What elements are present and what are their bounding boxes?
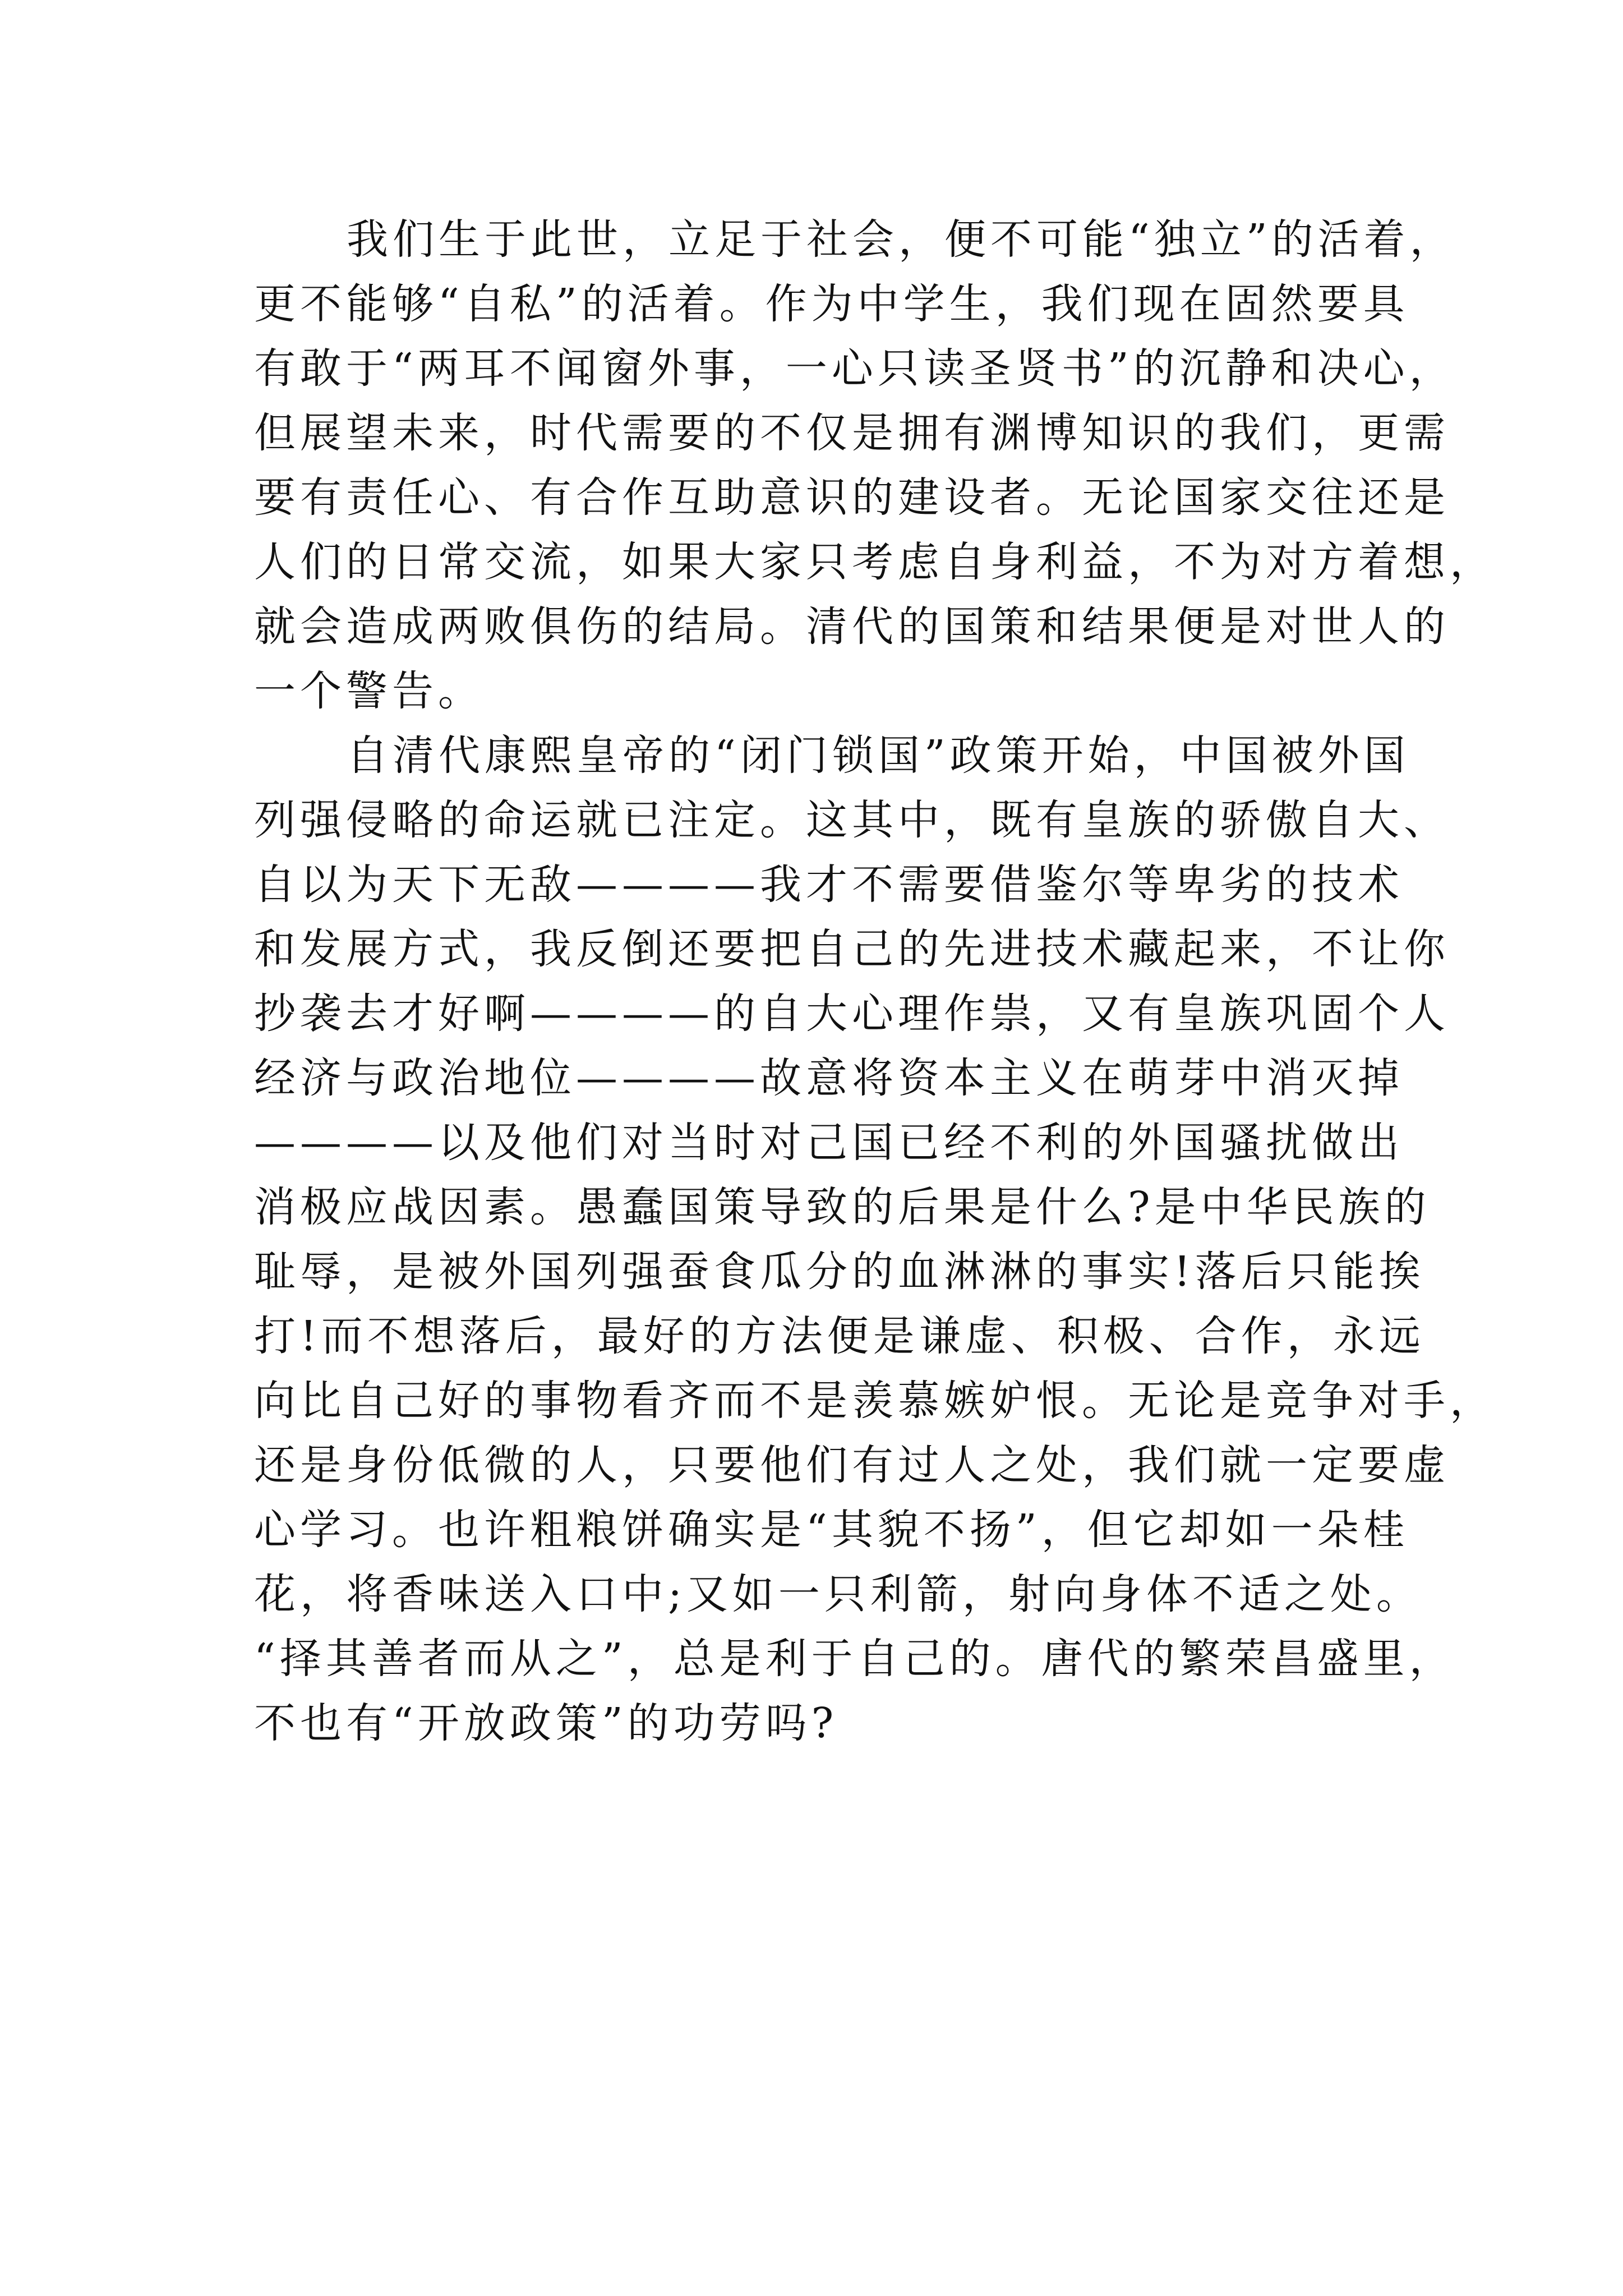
text-line: 自以为天下无敌————我才不需要借鉴尔等卑劣的技术 [254, 861, 1404, 909]
text-line: 自清代康熙皇帝的“闭门锁国”政策开始，中国被外国 [347, 731, 1410, 780]
text-line: 花，将香味送入口中;又如一只利箭，射向身体不适之处。 [254, 1570, 1422, 1618]
paragraph-1 [254, 208, 1496, 724]
text-line: 就会造成两败俱伤的结局。清代的国策和结果便是对世人的 [254, 602, 1450, 651]
text-line: 打!而不想落后，最好的方法便是谦虚、积极、合作，永远 [254, 1312, 1425, 1360]
text-line: 抄袭去才好啊————的自大心理作祟，又有皇族巩固个人 [254, 990, 1450, 1038]
text-line: 更不能够“自私”的活着。作为中学生，我们现在固然要具 [254, 280, 1409, 328]
text-line: 耻辱，是被外国列强蚕食瓜分的血淋淋的事实!落后只能挨 [254, 1248, 1425, 1296]
text-line: 要有责任心、有合作互助意识的建设者。无论国家交往还是 [254, 473, 1450, 522]
text-line: 和发展方式，我反倒还要把自己的先进技术藏起来，不让你 [254, 925, 1450, 973]
text-line: 还是身份低微的人，只要他们有过人之处，我们就一定要虚 [254, 1441, 1450, 1489]
text-line: 消极应战因素。愚蠢国策导致的后果是什么?是中华民族的 [254, 1183, 1431, 1231]
text-line: 不也有“开放政策”的功劳吗? [254, 1699, 838, 1747]
text-line: 有敢于“两耳不闻窗外事，一心只读圣贤书”的沉静和决心， [254, 344, 1455, 393]
text-line: 一个警告。 [254, 667, 484, 715]
document-body [254, 208, 1496, 1756]
text-line: 心学习。也许粗粮饼确实是“其貌不扬”，但它却如一朵桂 [254, 1506, 1409, 1554]
text-line: 但展望未来，时代需要的不仅是拥有渊博知识的我们，更需 [254, 409, 1450, 457]
text-line: 经济与政治地位————故意将资本主义在萌芽中消灭掉 [254, 1054, 1404, 1102]
text-line: “择其善者而从之”，总是利于自己的。唐代的繁荣昌盛里， [254, 1635, 1455, 1683]
text-line: 我们生于此世，立足于社会，便不可能“独立”的活着， [347, 215, 1456, 264]
text-line: ————以及他们对当时对己国已经不利的外国骚扰做出 [254, 1119, 1404, 1167]
text-line: 人们的日常交流，如果大家只考虑自身利益，不为对方着想， [254, 538, 1496, 586]
text-line: 列强侵略的命运就已注定。这其中，既有皇族的骄傲自大、 [254, 796, 1450, 844]
text-line: 向比自己好的事物看齐而不是羡慕嫉妒恨。无论是竞争对手， [254, 1377, 1496, 1425]
paragraph-2 [254, 724, 1496, 1756]
